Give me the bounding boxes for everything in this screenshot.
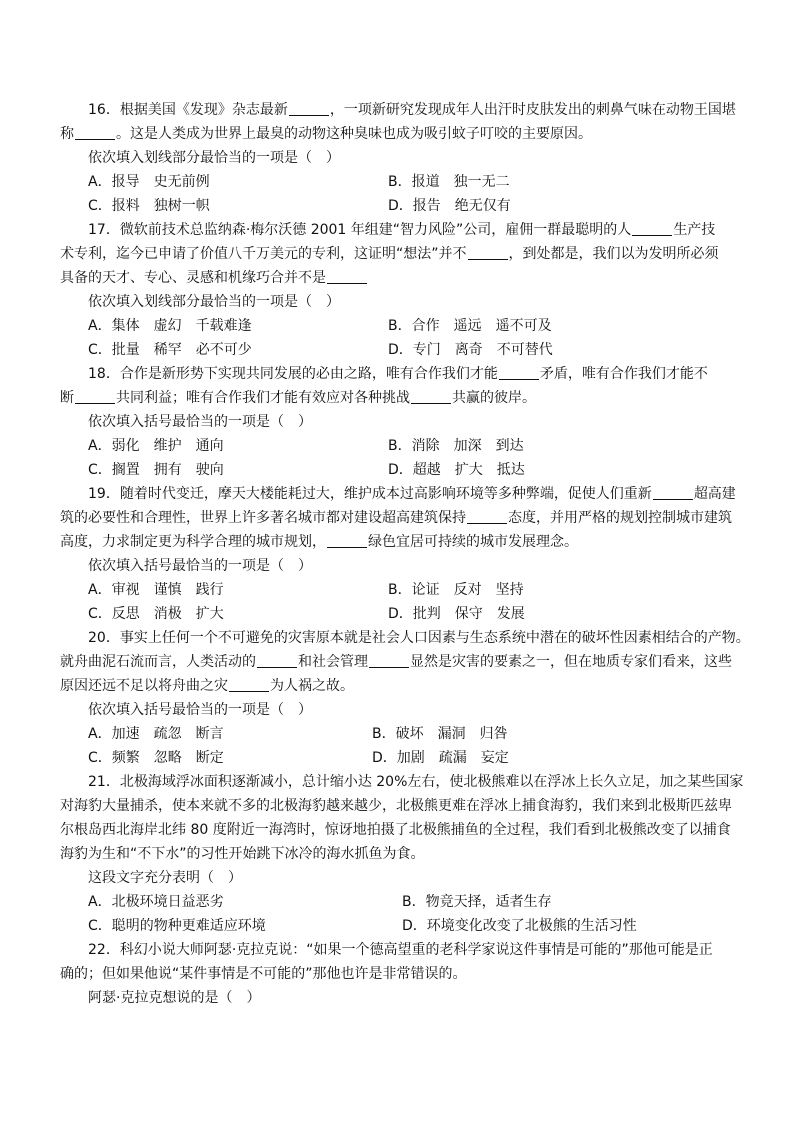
text-segment: 绿色宜居可持续的城市发展理念。 — [368, 534, 578, 550]
text-segment: 22．科幻小说大师阿瑟·克拉克说：“如果一个德高望重的老科学家说这件事情是可能的”那他可能是正 — [88, 942, 713, 958]
text-segment: 19．随着时代变迁，摩天大楼能耗过大，维护成本过高影响环境等多种弊端，促使人们重新 — [88, 486, 652, 502]
text-segment: 称 — [60, 126, 74, 142]
fill-in-blank — [468, 244, 508, 260]
options-row — [60, 314, 750, 338]
text-segment: 原因还远不足以将舟曲之灾 — [60, 678, 228, 694]
question — [60, 626, 750, 770]
answer-option: C．报料 独树一帜 — [88, 198, 210, 214]
options-row — [60, 194, 750, 218]
options-row — [60, 434, 750, 458]
answer-option: C．频繁 忽略 断定 — [88, 750, 224, 766]
text-segment: 16．根据美国《发现》杂志最新 — [88, 102, 288, 118]
text-segment: 超高建 — [693, 486, 736, 502]
options-row — [60, 338, 750, 362]
text-segment: 尔根岛西北海岸北纬 80 度附近一海湾时，惊讶地拍摄了北极熊捕鱼的全过程，我们看到北极熊改变了以捕食 — [60, 822, 731, 838]
text-segment: 确的；但如果他说“某件事情是不可能的”那他也许是非常错误的。 — [60, 966, 467, 982]
answer-option: A．弱化 维护 通向 — [88, 438, 224, 454]
answer-option: A．加速 疏忽 断言 — [88, 726, 224, 742]
fill-in-blank — [327, 268, 367, 284]
text-segment: 显然是灾害的要素之一，但在地质专家们看来，这些 — [410, 654, 732, 670]
question — [60, 938, 750, 1010]
answer-option: A．集体 虚幻 千载难逢 — [88, 318, 252, 334]
question-text-line — [60, 650, 750, 674]
question-text-line — [60, 386, 750, 410]
question-text-line — [60, 674, 750, 698]
text-segment: 高度，力求制定更为科学合理的城市规划， — [60, 534, 326, 550]
question-prompt: 阿瑟·克拉克想说的是（ ） — [88, 990, 261, 1006]
fill-in-blank — [75, 388, 115, 404]
question-prompt: 这段文字充分表明（ ） — [88, 870, 242, 886]
text-segment: 20．事实上任何一个不可避免的灾害原本就是社会人口因素与生态系统中潜在的破坏性因素相结合的产物。 — [88, 630, 750, 646]
fill-in-blank — [467, 508, 507, 524]
answer-option: A．审视 谨慎 践行 — [88, 582, 224, 598]
fill-in-blank — [632, 220, 672, 236]
answer-option: B．报道 独一无二 — [388, 174, 510, 190]
answer-option: B．物竞天择，适者生存 — [402, 894, 552, 910]
options-row — [60, 602, 750, 626]
question-text-line — [60, 794, 750, 818]
fill-in-blank — [369, 652, 409, 668]
question-text-line — [60, 506, 750, 530]
text-segment: ，一项新研究发现成年人出汗时皮肤发出的刺鼻气味在动物王国堪 — [329, 102, 736, 118]
text-segment: 具备的天才、专心、灵感和机缘巧合并不是 — [60, 270, 326, 286]
question-text-line — [60, 98, 750, 122]
fill-in-blank — [499, 364, 539, 380]
question — [60, 362, 750, 482]
options-row — [60, 458, 750, 482]
answer-option: D．环境变化改变了北极熊的生活习性 — [402, 918, 637, 934]
text-segment: 海豹为生和“不下水”的习性开始跳下冰冷的海水抓鱼为食。 — [60, 846, 425, 862]
answer-option: C．批量 稀罕 必不可少 — [88, 342, 252, 358]
fill-in-blank — [257, 652, 297, 668]
text-segment: 态度，并用严格的规划控制城市建筑 — [508, 510, 732, 526]
options-row — [60, 722, 750, 746]
answer-option: D．报告 绝无仅有 — [388, 198, 511, 214]
question-text-line — [60, 962, 750, 986]
text-segment: 矛盾，唯有合作我们才能不 — [539, 366, 708, 382]
question-text-line — [60, 818, 750, 842]
question-prompt: 依次填入括号最恰当的一项是（ ） — [88, 414, 312, 430]
question-text-line — [60, 242, 750, 266]
question-text-line — [60, 938, 750, 962]
question-text-line — [60, 218, 750, 242]
text-segment: 对海豹大量捕杀，使本来就不多的北极海豹越来越少，北极熊更难在浮冰上捕食海豹，我们来到北极斯匹兹卑 — [60, 798, 732, 814]
fill-in-blank — [411, 388, 451, 404]
question-text-line — [60, 770, 750, 794]
answer-option: D．专门 离奇 不可替代 — [388, 342, 553, 358]
question-prompt: 依次填入括号最恰当的一项是（ ） — [88, 702, 312, 718]
text-segment: ，到处都是，我们以为发明所必须 — [508, 246, 719, 262]
text-segment: 筑的必要性和合理性，世界上许多著名城市都对建设超高建筑保持 — [60, 510, 466, 526]
fill-in-blank — [653, 484, 693, 500]
answer-option: B．论证 反对 坚持 — [388, 582, 524, 598]
options-row — [60, 890, 750, 914]
fill-in-blank — [327, 532, 367, 548]
question — [60, 482, 750, 626]
text-segment: 。这是人类成为世界上最臭的动物这种臭味也成为吸引蚊子叮咬的主要原因。 — [116, 126, 592, 142]
answer-option: D．超越 扩大 抵达 — [388, 462, 525, 478]
question-text-line — [60, 530, 750, 554]
text-segment: 21．北极海域浮冰面积逐渐减小，总计缩小达 20%左右，使北极熊难以在浮冰上长久立足，加之某些国家 — [88, 774, 744, 790]
question — [60, 770, 750, 938]
question-text-line — [60, 122, 750, 146]
answer-option: B．破坏 漏洞 归咎 — [372, 726, 508, 742]
document-page — [60, 98, 750, 1010]
answer-option: D．加剧 疏漏 妄定 — [372, 750, 509, 766]
question — [60, 98, 750, 218]
answer-option: B．消除 加深 到达 — [388, 438, 524, 454]
options-row — [60, 914, 750, 938]
question-text-line — [60, 626, 750, 650]
answer-option: C．反思 消极 扩大 — [88, 606, 224, 622]
question-prompt: 依次填入划线部分最恰当的一项是（ ） — [88, 294, 340, 310]
fill-in-blank — [75, 124, 115, 140]
question-text-line — [60, 842, 750, 866]
text-segment: 断 — [60, 390, 74, 406]
answer-option: A．报导 史无前例 — [88, 174, 210, 190]
answer-option: C．聪明的物种更难适应环境 — [88, 918, 266, 934]
text-segment: 18．合作是新形势下实现共同发展的必由之路，唯有合作我们才能 — [88, 366, 498, 382]
answer-option: C．搁置 拥有 驶向 — [88, 462, 224, 478]
fill-in-blank — [229, 676, 269, 692]
fill-in-blank — [289, 100, 329, 116]
question-text-line — [60, 362, 750, 386]
question-prompt: 依次填入括号最恰当的一项是（ ） — [88, 558, 312, 574]
text-segment: 17．微软前技术总监纳森·梅尔沃德 2001 年组建“智力风险”公司，雇佣一群最聪明的人 — [88, 222, 632, 238]
text-segment: 为人祸之故。 — [270, 678, 354, 694]
answer-option: B．合作 遥远 遥不可及 — [388, 318, 552, 334]
question-prompt: 依次填入划线部分最恰当的一项是（ ） — [88, 150, 340, 166]
text-segment: 共同利益；唯有合作我们才能有效应对各种挑战 — [116, 390, 410, 406]
text-segment: 生产技 — [673, 222, 716, 238]
text-segment: 共赢的彼岸。 — [452, 390, 536, 406]
options-row — [60, 746, 750, 770]
options-row — [60, 170, 750, 194]
answer-option: D．批判 保守 发展 — [388, 606, 525, 622]
question — [60, 218, 750, 362]
options-row — [60, 578, 750, 602]
text-segment: 就舟曲泥石流而言，人类活动的 — [60, 654, 256, 670]
question-text-line — [60, 482, 750, 506]
question-text-line — [60, 266, 750, 290]
answer-option: A．北极环境日益恶劣 — [88, 894, 224, 910]
text-segment: 术专利，迄今已申请了价值八千万美元的专利，这证明“想法”并不 — [60, 246, 467, 262]
text-segment: 和社会管理 — [298, 654, 368, 670]
